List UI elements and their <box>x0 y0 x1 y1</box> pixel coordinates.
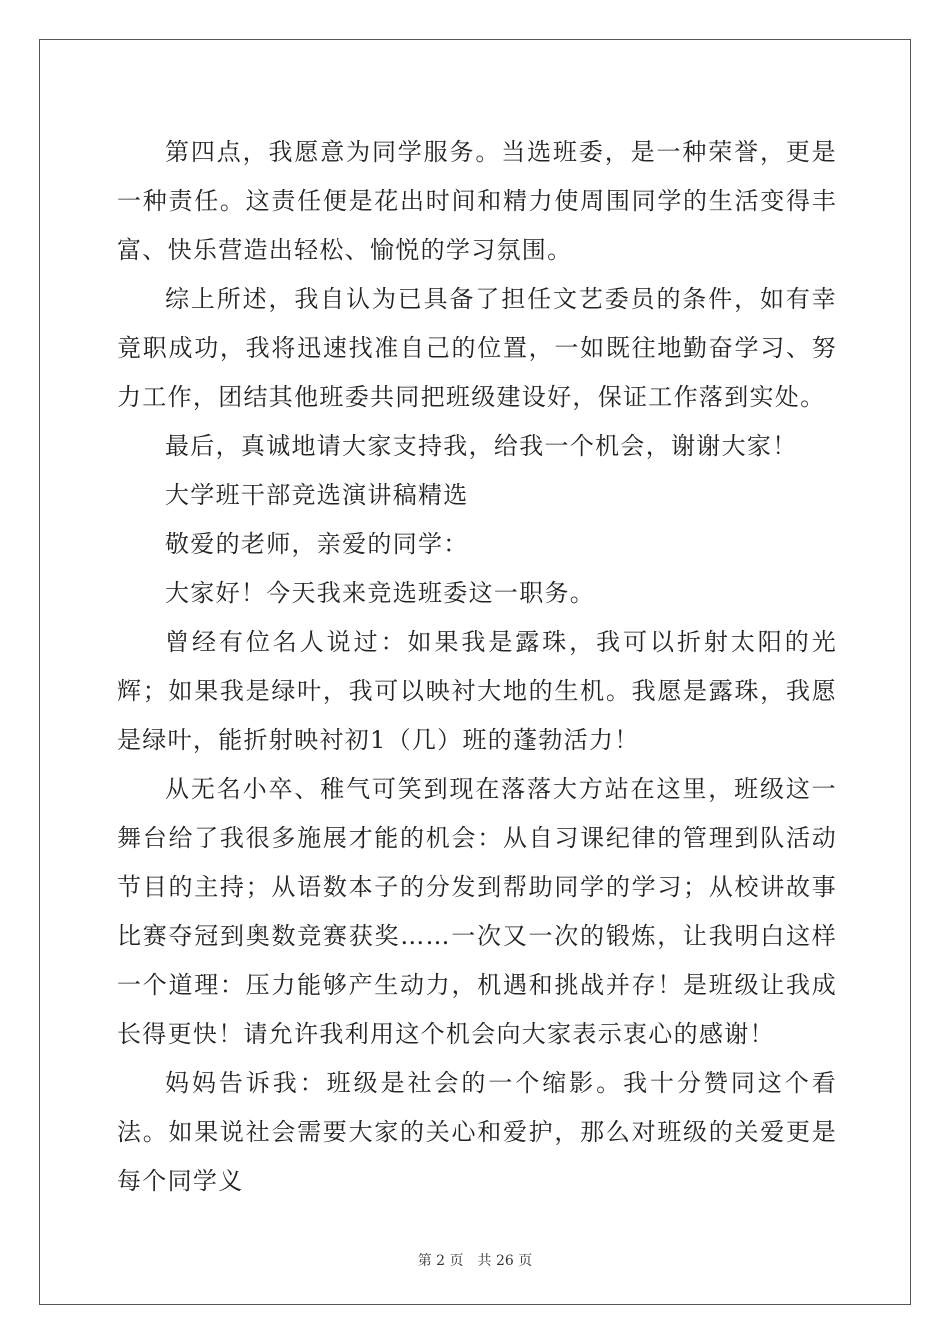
section-title: 大学班干部竞选演讲稿精选 <box>165 481 469 509</box>
document-body <box>117 128 837 1206</box>
page-number-footer: 第 2 页 共 26 页 <box>417 1253 533 1269</box>
salutation: 敬爱的老师，亲爱的同学： <box>165 530 469 558</box>
paragraph: 第四点，我愿意为同学服务。当选班委，是一种荣誉，更是一种责任。这责任便是花出时间和精力使周围同学的生活变得丰富、快乐营造出轻松、愉悦的学习氛围。 <box>117 138 837 264</box>
paragraph: 最后，真诚地请大家支持我，给我一个机会，谢谢大家！ <box>165 432 798 460</box>
paragraph: 从无名小卒、稚气可笑到现在落落大方站在这里，班级这一舞台给了我很多施展才能的机会：从自习课纪律的管理到队活动节目的主持；从语数本子的分发到帮助同学的学习；从校讲故事比赛夺冠到奥数竞赛获奖……一次又一次的锻炼，让我明白这样一个道理：压力能够产生动力，机遇和挑战并存！是班级让我成长得更快！请允许我利用这个机会向大家表示衷心的感谢！ <box>117 775 837 1048</box>
paragraph: 妈妈告诉我：班级是社会的一个缩影。我十分赞同这个看法。如果说社会需要大家的关心和爱护，那么对班级的关爱更是每个同学义 <box>117 1069 837 1195</box>
greeting: 大家好！今天我来竞选班委这一职务。 <box>165 579 596 607</box>
paragraph: 综上所述，我自认为已具备了担任文艺委员的条件，如有幸竟职成功，我将迅速找准自己的位置，一如既往地勤奋学习、努力工作，团结其他班委共同把班级建设好，保证工作落到实处。 <box>117 285 837 411</box>
paragraph: 曾经有位名人说过：如果我是露珠，我可以折射太阳的光辉；如果我是绿叶，我可以映衬大地的生机。我愿是露珠，我愿是绿叶，能折射映衬初1（几）班的蓬勃活力！ <box>117 628 837 754</box>
